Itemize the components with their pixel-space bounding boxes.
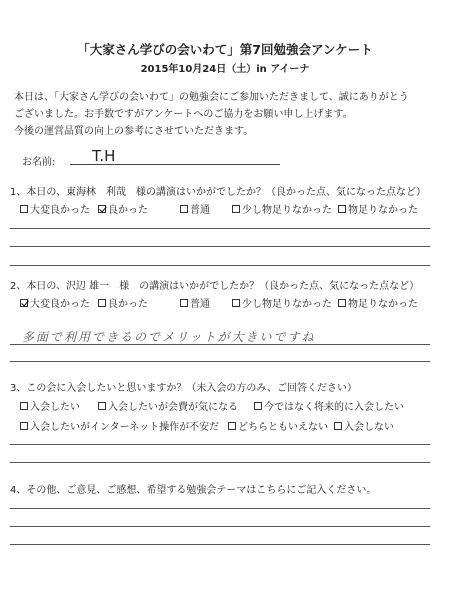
q3-option[interactable] (20, 418, 219, 433)
intro-line-3: 今後の運営品質の向上の参考にさせていただきます。 (14, 126, 254, 137)
checkbox-icon (98, 402, 106, 410)
q3-option[interactable] (98, 398, 238, 413)
intro-line-2: ございました。お手数ですがアンケートへのご協力をお願い申し上げます。 (14, 109, 353, 120)
answer-line (10, 361, 430, 362)
checkbox-icon (338, 299, 346, 307)
option-label: 入会したいがインターネット操作が不安だ (30, 422, 220, 433)
checkbox-icon (338, 205, 346, 213)
option-label: 物足りなかった (348, 205, 418, 216)
q1-option[interactable] (338, 201, 418, 216)
q1-option[interactable] (180, 201, 210, 216)
checkbox-icon (228, 422, 236, 430)
answer-line (10, 544, 430, 545)
q2-option[interactable] (20, 295, 90, 310)
answer-line (10, 246, 430, 247)
question-3: 3、この会に入会したいと思いますか？（未入会の方のみ、ご回答ください） (10, 383, 357, 394)
checkbox-icon (180, 205, 188, 213)
name-underline (70, 164, 280, 165)
checkbox-icon (334, 422, 342, 430)
answer-line (10, 228, 430, 229)
option-label: どちらともいえない (238, 422, 328, 433)
question-2: 2、本日の、沢辺 雄一 様 の講演はいかがでしたか？（良かった点、気になった点など） (10, 281, 420, 292)
option-label: 少し物足りなかった (242, 205, 332, 216)
q2-option[interactable] (338, 295, 418, 310)
option-label: 入会しない (344, 422, 394, 433)
q3-option[interactable] (20, 398, 80, 413)
intro-line-1: 本日は、「大家さん学びの会いわて」の勉強会にご参加いただきまして、誠にありがとう (14, 92, 409, 103)
option-label: 良かった (108, 299, 148, 310)
name-value[interactable]: T.H (92, 147, 116, 165)
checkbox-icon (254, 402, 262, 410)
answer-line (10, 508, 430, 509)
option-label: 普通 (190, 299, 210, 310)
option-label: 良かった (108, 205, 148, 216)
checkbox-icon (180, 299, 188, 307)
answer-line (10, 265, 430, 266)
handwritten-comment: 多面で利用できるのでメリットが大きいですね (22, 330, 316, 344)
name-label: お名前: (22, 157, 56, 168)
option-label: 少し物足りなかった (242, 299, 332, 310)
option-label: 入会したい (30, 402, 80, 413)
q3-option[interactable] (254, 398, 404, 413)
q1-option[interactable] (232, 201, 332, 216)
answer-line (10, 462, 430, 463)
q3-option[interactable] (334, 418, 394, 433)
question-4: 4、その他、ご意見、ご感想、希望する勉強会テーマはこちらにご記入ください。 (10, 485, 377, 496)
checkbox-icon (98, 299, 106, 307)
page-title: 「大家さん学びの会いわて」第7回勉強会アンケート (77, 42, 373, 57)
option-label: 大変良かった (30, 299, 90, 310)
question-1: 1、本日の、東海林 利哉 様の講演はいかがでしたか？（良かった点、気になった点など） (10, 187, 426, 198)
checkbox-icon (232, 299, 240, 307)
option-label: 普通 (190, 205, 210, 216)
checkbox-icon (20, 422, 28, 430)
date-line: 2015年10月24日（土）in アイーナ (140, 64, 310, 75)
q2-option[interactable] (180, 295, 210, 310)
answer-line (10, 444, 430, 445)
q1-option[interactable] (98, 201, 148, 216)
q3-option[interactable] (228, 418, 328, 433)
checkbox-checked-icon (20, 299, 28, 307)
checkbox-icon (20, 402, 28, 410)
option-label: 大変良かった (30, 205, 90, 216)
q1-option[interactable] (20, 201, 90, 216)
answer-line (10, 526, 430, 527)
checkbox-icon (20, 205, 28, 213)
answer-line (10, 344, 430, 345)
q2-option[interactable] (98, 295, 148, 310)
q2-option[interactable] (232, 295, 332, 310)
checkbox-icon (232, 205, 240, 213)
option-label: 入会したいが会費が気になる (108, 402, 238, 413)
option-label: 今ではなく将来的に入会したい (264, 402, 404, 413)
option-label: 物足りなかった (348, 299, 418, 310)
checkbox-checked-icon (98, 205, 106, 213)
